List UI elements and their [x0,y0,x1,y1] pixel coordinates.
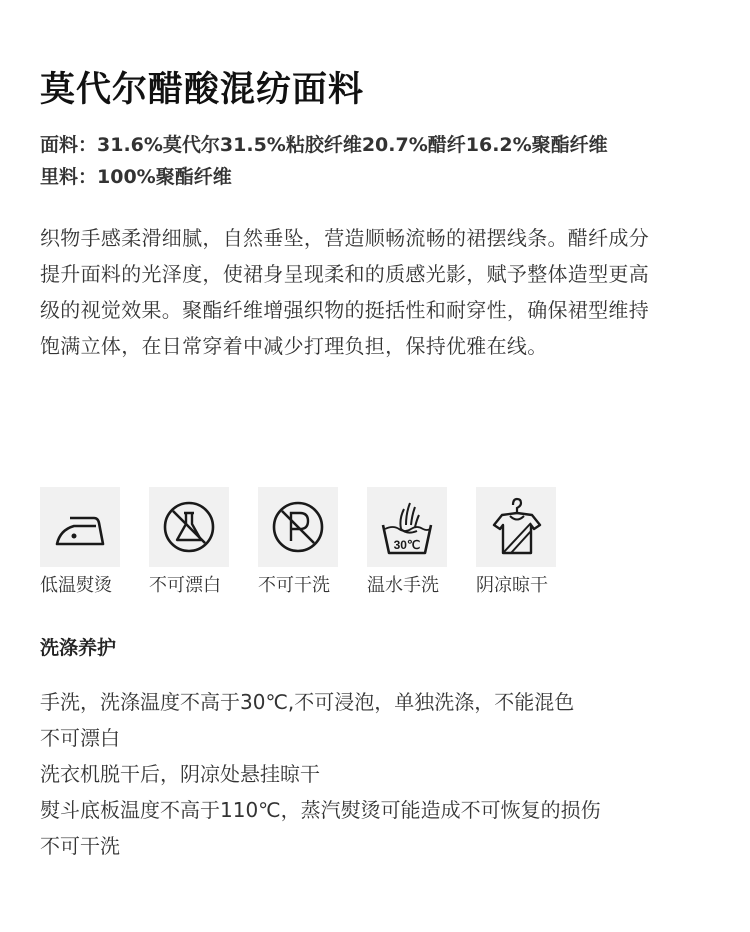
care-icon-item [367,487,447,597]
care-icon-item [40,487,120,597]
description-line: 织物手感柔滑细腻，自然垂坠，营造顺畅流畅的裙摆线条。醋纤成分 [40,226,649,250]
care-icon-label: 温水手洗 [367,575,439,596]
description-line: 提升面料的光泽度，使裙身呈现柔和的质感光影，赋予整体造型更高 [40,262,649,286]
fabric-composition: 面料：31.6%莫代尔31.5%粘胶纤维20.7%醋纤16.2%聚酯纤维 [40,134,608,156]
page-title: 莫代尔醋酸混纺面料 [40,70,365,110]
lining-composition: 里料：100%聚酯纤维 [40,166,232,188]
care-icon-item [149,487,229,597]
care-instruction: 不可干洗 [40,834,120,858]
no-dry-clean-icon [258,487,338,567]
low-temp-iron-icon [40,487,120,567]
description-line: 级的视觉效果。聚酯纤维增强织物的挺括性和耐穿性，确保裙型维持 [40,298,649,322]
care-icon-label: 低温熨烫 [40,575,112,596]
care-icon-item [258,487,338,597]
care-instruction: 洗衣机脱干后，阴凉处悬挂晾干 [40,762,320,786]
wash-temp-text: 30℃ [393,538,421,552]
care-icon-label: 不可干洗 [258,575,330,596]
care-instruction: 熨斗底板温度不高于110℃，蒸汽熨烫可能造成不可恢复的损伤 [40,798,601,822]
hand-wash-30-icon [367,487,447,567]
description-line: 饱满立体，在日常穿着中减少打理负担，保持优雅在线。 [40,334,548,358]
no-bleach-icon [149,487,229,567]
care-icon-item [476,487,556,597]
fabric-description [40,220,710,364]
care-icon-label: 不可漂白 [149,575,221,596]
care-instruction: 手洗，洗涤温度不高于30℃,不可浸泡，单独洗涤，不能混色 [40,690,575,714]
shade-dry-icon [476,487,556,567]
care-instruction: 不可漂白 [40,726,120,750]
care-section-title: 洗涤养护 [40,637,117,659]
care-icon-label: 阴凉晾干 [476,575,548,596]
